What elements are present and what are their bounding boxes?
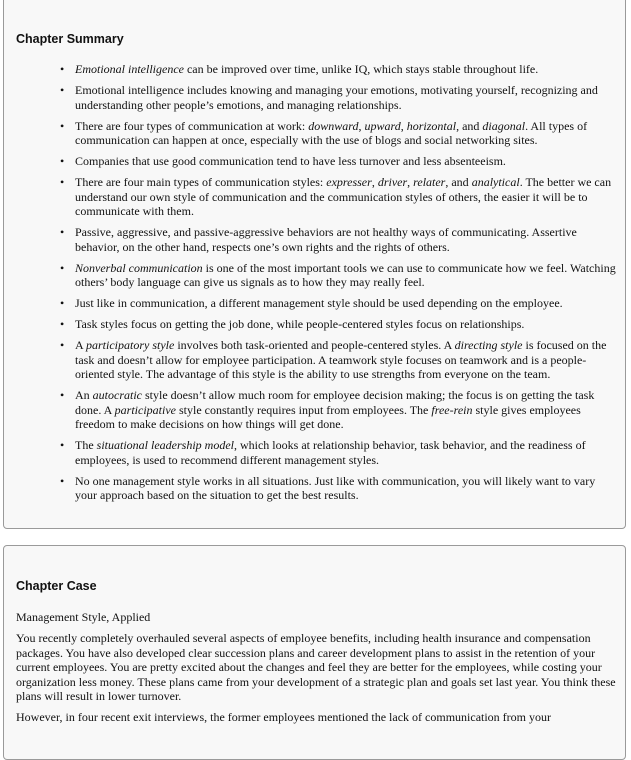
summary-text: , (358, 118, 365, 133)
summary-list-item (51, 225, 619, 254)
emphasized-term: expresser (326, 175, 372, 189)
summary-text: style constantly requires input from employees. The (176, 402, 432, 417)
summary-list-item (51, 119, 619, 148)
summary-text: , (400, 118, 407, 133)
summary-text: Task styles focus on getting the job done, while people-centered styles focus on relationships. (75, 317, 525, 331)
summary-text: , and (445, 175, 472, 189)
bullet-icon: • (60, 83, 65, 97)
bullet-icon: • (60, 154, 65, 168)
bullet-icon: • (60, 317, 65, 331)
summary-list-item (51, 62, 619, 77)
summary-list-item (51, 261, 619, 290)
emphasized-term: downward (308, 118, 359, 133)
emphasized-term: participatory style (86, 338, 175, 352)
bullet-icon: • (60, 388, 65, 402)
bullet-icon: • (60, 473, 65, 488)
summary-text: style doesn’t allow much room for employee decision making; the focus is on getting the task done. A (75, 388, 595, 417)
chapter-summary-box (3, 0, 626, 529)
summary-text: style gives employees freedom to make decisions on how things will get done. (75, 402, 581, 431)
summary-list-item (51, 474, 619, 503)
bullet-icon: • (60, 438, 65, 452)
summary-text: Passive, aggressive, and passive-aggressive behaviors are not healthy ways of communicating. Assertive behavior, on the other hand, respects one’s own rights and the rights of others. (75, 225, 577, 254)
emphasized-term: relater (413, 175, 446, 189)
summary-list-item (51, 388, 619, 432)
bullet-icon: • (60, 296, 65, 310)
summary-text: involves both task-oriented and people-centered styles. A (174, 338, 455, 352)
summary-list-item (51, 438, 619, 467)
summary-text: , and (456, 118, 483, 133)
bullet-icon: • (60, 118, 65, 133)
emphasized-term: diagonal (482, 118, 526, 133)
summary-text: There are four types of communication at work: (75, 118, 309, 133)
summary-text: Just like in communication, a different management style should be used depending on the employee. (75, 296, 563, 310)
summary-text: Emotional intelligence includes knowing and managing your emotions, motivating yourself, recognizing and understanding other people’s emotions, and managing relationships. (75, 83, 598, 112)
emphasized-term: free-rein (431, 402, 473, 417)
summary-text: , (407, 175, 414, 189)
bullet-icon: • (60, 175, 65, 189)
summary-text: Companies that use good communication tend to have less turnover and less absenteeism. (75, 154, 506, 168)
summary-text: The (75, 438, 97, 452)
emphasized-term: participative (114, 402, 176, 417)
bullet-icon: • (60, 338, 65, 352)
emphasized-term: driver (377, 175, 408, 189)
chapter-case-body (16, 610, 616, 731)
chapter-case-title: Chapter Case (16, 579, 97, 593)
summary-text: A (75, 338, 87, 352)
chapter-summary-title: Chapter Summary (16, 32, 124, 46)
emphasized-term: upward (364, 118, 401, 133)
summary-text: is focused on the task and doesn’t allow for employee participation. A teamwork style focuses on teamwork and is a people-oriented style. The advantage of this style is the ability to use strengths from everyone on the team. (75, 338, 607, 381)
summary-text: An (75, 388, 93, 402)
summary-list-item (51, 175, 619, 219)
case-subtitle: Management Style, Applied (16, 610, 151, 624)
summary-text: , (371, 175, 378, 189)
summary-list-item (51, 296, 619, 311)
chapter-case-box (3, 545, 626, 760)
case-paragraph: However, in four recent exit interviews, the former employees mentioned the lack of communication from your (16, 710, 552, 724)
summary-text: , which looks at relationship behavior, task behavior, and the readiness of employees, is used to recommend different management styles. (75, 438, 586, 467)
emphasized-term: Emotional intelligence (75, 62, 184, 76)
emphasized-term: analytical (471, 175, 520, 189)
summary-text: There are four main types of communication styles: (75, 175, 327, 189)
summary-list-item (51, 317, 619, 332)
case-paragraph: You recently completely overhauled several aspects of employee benefits, including health insurance and compensation packages. You have also developed clear succession plans and career development plans to assist in the retention of your current employees. You are pretty excited about the changes and feel they are better for the employees, while costing your organization less money. These plans came from your development of a strategic plan and goals set last year. You think these plans will result in lower turnover. (16, 631, 616, 703)
bullet-icon: • (60, 225, 65, 239)
bullet-icon: • (60, 260, 65, 275)
summary-text: . All types of communication can happen at once, especially with the use of blogs and social networking sites. (75, 118, 588, 147)
summary-list-item (51, 154, 619, 169)
emphasized-term: Nonverbal communication (75, 260, 203, 275)
summary-text: is one of the most important tools we can use to communicate how we feel. Watching others’ body language can give us signals as to how they may really feel. (75, 260, 616, 289)
emphasized-term: directing style (454, 338, 523, 352)
emphasized-term: situational leadership model (96, 438, 234, 452)
summary-list (51, 62, 619, 509)
bullet-icon: • (60, 62, 65, 76)
emphasized-term: horizontal (406, 118, 457, 133)
summary-text: . The better we can understand our own style of communication and the communication styles of others, the easier it will be to communicate with them. (75, 175, 612, 218)
summary-list-item (51, 83, 619, 112)
summary-text: can be improved over time, unlike IQ, which stays stable throughout life. (183, 62, 539, 76)
emphasized-term: autocratic (92, 388, 142, 402)
summary-list-item (51, 338, 619, 382)
summary-text: No one management style works in all situations. Just like with communication, you will likely want to vary your approach based on the situation to get the best results. (75, 473, 596, 502)
